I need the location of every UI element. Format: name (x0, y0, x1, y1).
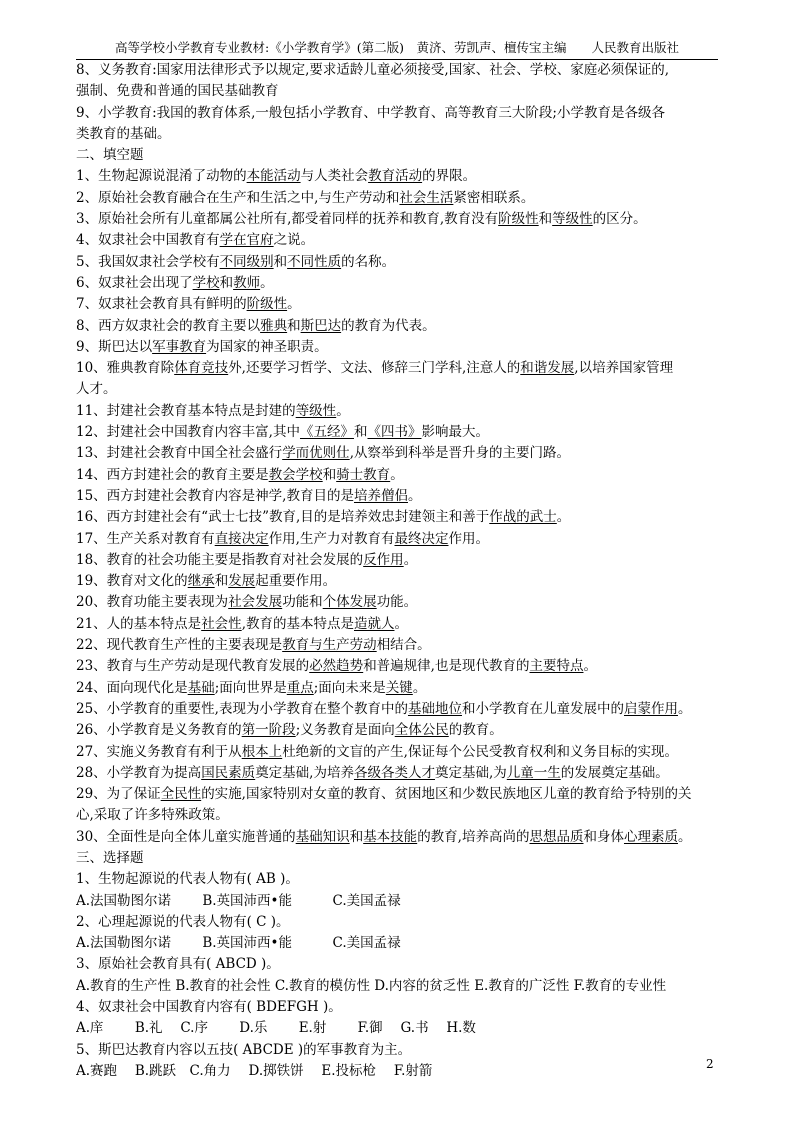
text-line (76, 252, 718, 273)
text-span: 功能和 (282, 594, 323, 611)
text-line (76, 60, 718, 81)
answer-blank: 培养僧侣 (353, 487, 408, 504)
text-span: 的教育。 (448, 722, 503, 739)
text-span: 的教育为代表。 (341, 317, 436, 334)
text-span: 和 (349, 828, 364, 845)
answer-blank: 阶级性 (498, 211, 539, 228)
text-line (76, 230, 718, 251)
text-span: ;面向未来是 (313, 679, 386, 696)
text-line (76, 379, 718, 400)
text-span: 二、填空题 (76, 147, 144, 164)
text-span: 心,采取了许多特殊政策。 (76, 807, 229, 824)
text-line (76, 635, 718, 656)
text-span: 相结合。 (376, 637, 431, 654)
text-span: 的实施,国家特别对女童的教育、贫困地区和少数民族地区儿童的教育给予特别的关 (201, 786, 692, 803)
text-span: 30、全面性是向全体儿童实施普通的 (76, 828, 296, 845)
answer-blank: 雅典 (260, 317, 288, 334)
answer-blank: 造就人 (353, 615, 395, 632)
answer-blank: 骑士教育 (336, 466, 391, 483)
text-span: 2、原始社会教育融合在生产和生活之中,与生产劳动和 (76, 189, 400, 206)
text-span: 之说。 (273, 232, 315, 249)
text-span: 10、雅典教育除 (76, 360, 175, 377)
answer-blank: 各级各类人才 (353, 764, 435, 781)
text-span: 13、封建社会教育中国全社会盛行 (76, 445, 283, 462)
text-span: A.法国勒图尔诺 B.英国沛西•能 C.美国孟禄 (76, 892, 401, 909)
answer-blank: 不同级别 (219, 253, 274, 270)
text-span: ;义务教育是面向 (295, 722, 395, 739)
text-span: 20、教育功能主要表现为 (76, 594, 229, 611)
text-span: ,从察举到科举是晋升身的主要门路。 (349, 445, 570, 462)
answer-blank: 儿童一生 (506, 764, 561, 781)
text-span: 25、小学教育的重要性,表现为小学教育在整个教育中的 (76, 700, 408, 717)
text-span: 。 (556, 509, 571, 526)
text-line (76, 103, 718, 124)
answer-blank: 第一阶段 (241, 722, 296, 739)
text-line (76, 1018, 718, 1039)
text-line (76, 124, 718, 145)
text-line (76, 891, 718, 912)
answer-blank: 全体公民 (394, 722, 449, 739)
text-span: 4、奴隶社会中国教育内容有( BDEFGH )。 (76, 999, 342, 1016)
text-span: 作用。 (448, 530, 489, 547)
answer-blank: 基础 (187, 679, 215, 696)
answer-blank: 社会生活 (399, 189, 454, 206)
text-span: 7、奴隶社会教育具有鲜明的 (76, 296, 247, 313)
text-line (76, 166, 718, 187)
text-span: 。 (407, 487, 422, 504)
text-line (76, 507, 718, 528)
text-line (76, 656, 718, 677)
text-span: 4、奴隶社会中国教育有 (76, 232, 220, 249)
text-span: A.法国勒图尔诺 B.英国沛西•能 C.美国孟禄 (76, 935, 401, 952)
text-span: ;面向世界是 (214, 679, 287, 696)
text-span: 奠定基础,为培养 (255, 764, 354, 781)
text-line (76, 294, 718, 315)
answer-blank: 必然趋势 (309, 658, 364, 675)
answer-blank: 基础知识 (295, 828, 350, 845)
text-line (76, 869, 718, 890)
text-span: 3、原始社会教育具有( ABCD )。 (76, 956, 280, 973)
text-span: 和 (273, 253, 288, 270)
text-span: 和小学教育在儿童发展中的 (461, 700, 624, 717)
text-line (76, 188, 718, 209)
answer-blank: 《四书》 (367, 424, 422, 441)
text-span: 16、西方封建社会有“武士七技”教育,目的是培养效忠封建领主和善于 (76, 509, 490, 526)
text-span: 。 (394, 615, 408, 632)
text-span: 影响最大。 (421, 424, 489, 441)
text-span: 为国家的神圣职责。 (206, 338, 328, 355)
text-line (76, 742, 718, 763)
text-span: 23、教育与生产劳动是现代教育发展的 (76, 658, 310, 675)
text-span: 18、教育的社会功能主要是指教育对社会发展的 (76, 551, 364, 568)
text-span: 6、奴隶社会出现了 (76, 274, 193, 291)
text-line (76, 337, 718, 358)
answer-blank: 本能活动 (246, 168, 301, 185)
text-span: 8、西方奴隶社会的教育主要以 (76, 317, 261, 334)
text-line (76, 976, 718, 997)
answer-blank: 全民性 (160, 786, 202, 803)
text-line (76, 720, 718, 741)
text-line (76, 1061, 718, 1082)
answer-blank: 不同性质 (287, 253, 342, 270)
text-span: 起重要作用。 (255, 573, 337, 590)
text-line (76, 316, 718, 337)
text-span: 22、现代教育生产性的主要表现是 (76, 637, 283, 654)
text-line (76, 422, 718, 443)
text-span: 外,还要学习哲学、文法、修辞三门学科,注意人的 (228, 360, 521, 377)
text-span: 强制、免费和普通的国民基础教育 (76, 83, 279, 100)
answer-blank: 体育竞技 (174, 360, 229, 377)
text-span: A.庠 B.礼 C.序 D.乐 E.射 F.御 G.书 H.数 (76, 1020, 476, 1037)
text-line (76, 912, 718, 933)
text-span: 。 (287, 296, 301, 313)
answer-blank: 根本上 (241, 743, 283, 760)
text-span: 28、小学教育为提高 (76, 764, 202, 781)
text-span: 1、生物起源说混淆了动物的 (76, 168, 247, 185)
text-span: 24、面向现代化是 (76, 679, 188, 696)
answer-blank: 发展 (228, 573, 256, 590)
answer-blank: 最终决定 (394, 530, 449, 547)
answer-blank: 阶级性 (246, 296, 288, 313)
text-span: 1、生物起源说的代表人物有( AB )。 (76, 871, 299, 888)
text-span: 类教育的基础。 (76, 125, 171, 142)
text-span: A.赛跑 B.跳跃 C.角力 D.掷铁饼 E.投标枪 F.射箭 (76, 1062, 433, 1079)
text-span: 5、斯巴达教育内容以五技( ABCDE )的军事教育为主。 (76, 1041, 412, 1058)
answer-blank: 直接决定 (214, 530, 269, 547)
answer-blank: 主要特点 (529, 658, 584, 675)
text-line (76, 443, 718, 464)
text-span: 和 (322, 466, 337, 483)
text-span: 和普遍规律,也是现代教育的 (363, 658, 530, 675)
text-span: 29、为了保证 (76, 786, 161, 803)
text-span: 3、原始社会所有儿童都属公社所有,都受着同样的抚养和教育,教育没有 (76, 211, 499, 228)
text-span: 21、人的基本特点是 (76, 615, 202, 632)
text-span: 。 (412, 679, 427, 696)
text-line (76, 784, 718, 805)
answer-blank: 军事教育 (152, 338, 207, 355)
text-span: 和身体 (583, 828, 624, 845)
text-span: 11、封建社会教育基本特点是封建的 (76, 402, 296, 419)
running-header: 高等学校小学教育专业教材:《小学教育学》(第二版) 黄济、劳凯声、檀传宝主编 人民教育出版社 (76, 38, 718, 60)
answer-blank: 重点 (286, 679, 314, 696)
text-line (76, 827, 718, 848)
answer-blank: 和谐发展 (520, 360, 575, 377)
text-line (76, 954, 718, 975)
text-line (76, 209, 718, 230)
answer-blank: 个体发展 (322, 594, 377, 611)
answer-blank: 教师 (233, 274, 261, 291)
answer-blank: 学校 (192, 274, 220, 291)
text-line (76, 145, 718, 166)
text-span: 。 (677, 700, 692, 717)
text-span: 和 (538, 211, 553, 228)
text-line (76, 358, 718, 379)
text-line (76, 571, 718, 592)
answer-blank: 《五经》 (299, 424, 354, 441)
answer-blank: 反作用 (363, 551, 404, 568)
answer-blank: 继承 (187, 573, 215, 590)
text-span: 和 (214, 573, 229, 590)
answer-blank: 关键 (385, 679, 413, 696)
text-span: 8、义务教育:国家用法律形式予以规定,要求适龄儿童必须接受,国家、社会、学校、家庭必须保证的, (76, 62, 670, 78)
text-line (76, 805, 718, 826)
text-span: 。 (390, 466, 404, 483)
text-span: 。 (403, 551, 418, 568)
answer-blank: 国民素质 (201, 764, 256, 781)
text-span: 奠定基础,为 (434, 764, 507, 781)
text-span: 的界限。 (422, 168, 477, 185)
text-span: 5、我国奴隶社会学校有 (76, 253, 220, 270)
text-span: 的教育,培养高尚的 (417, 828, 530, 845)
text-span: 15、西方封建社会教育内容是神学,教育目的是 (76, 487, 354, 504)
text-line (76, 550, 718, 571)
document-body (76, 60, 718, 1082)
text-span: 9、小学教育:我国的教育体系,一般包括小学教育、中学教育、高等教育三大阶段;小学教育是各级各 (76, 104, 665, 121)
text-line (76, 81, 718, 102)
text-span: 26、小学教育是义务教育的 (76, 722, 242, 739)
text-span: 2、心理起源说的代表人物有( C )。 (76, 913, 290, 930)
text-span: 作用,生产力对教育有 (268, 530, 395, 547)
answer-blank: 学而优则仕 (282, 445, 350, 462)
text-span: 14、西方封建社会的教育主要是 (76, 466, 269, 483)
text-line (76, 465, 718, 486)
text-line (76, 486, 718, 507)
text-span: 和 (287, 317, 301, 334)
answer-blank: 心理素质 (623, 828, 678, 845)
answer-blank: 社会发展 (228, 594, 283, 611)
answer-blank: 启蒙作用 (623, 700, 678, 717)
text-line (76, 529, 718, 550)
text-span: 功能。 (376, 594, 418, 611)
answer-blank: 等级性 (552, 211, 593, 228)
text-span: 。 (336, 402, 350, 419)
text-line (76, 933, 718, 954)
text-line (76, 614, 718, 635)
answer-blank: 教育与生产劳动 (282, 637, 377, 654)
answer-blank: 基础地位 (407, 700, 462, 717)
answer-blank: 等级性 (295, 402, 337, 419)
text-span: 与人类社会 (300, 168, 369, 185)
text-span: 27、实施义务教育有利于从 (76, 743, 242, 760)
text-span: 。 (677, 828, 692, 845)
answer-blank: 社会性 (201, 615, 242, 632)
text-span: 12、封建社会中国教育内容丰富,其中 (76, 424, 300, 441)
text-span: 三、选择题 (76, 849, 144, 866)
text-line (76, 763, 718, 784)
text-span: 和 (353, 424, 368, 441)
text-line (76, 273, 718, 294)
text-span: 。 (260, 274, 274, 291)
answer-blank: 学在官府 (219, 232, 274, 249)
text-span: 杜绝新的文盲的产生,保证每个公民受教育权利和义务目标的实现。 (282, 743, 678, 760)
text-span: 19、教育对文化的 (76, 573, 188, 590)
text-span: 紧密相联系。 (453, 189, 535, 206)
page-number: 2 (706, 1057, 714, 1071)
text-line (76, 678, 718, 699)
answer-blank: 教育活动 (368, 168, 423, 185)
text-line (76, 401, 718, 422)
text-span: 9、斯巴达以 (76, 338, 153, 355)
text-line (76, 848, 718, 869)
text-span: 的发展奠定基础。 (560, 764, 669, 781)
text-line (76, 997, 718, 1018)
text-span: 的区分。 (592, 211, 647, 228)
text-line (76, 699, 718, 720)
text-line (76, 592, 718, 613)
text-span: 。 (583, 658, 597, 675)
text-span: 17、生产关系对教育有 (76, 530, 215, 547)
answer-blank: 教会学校 (268, 466, 323, 483)
answer-blank: 作战的武士 (489, 509, 557, 526)
text-span: ,以培养国家管理 (574, 360, 674, 377)
answer-blank: 思想品质 (529, 828, 584, 845)
text-span: 和 (219, 274, 234, 291)
text-span: ,教育的基本特点是 (241, 615, 354, 632)
text-span: A.教育的生产性 B.教育的社会性 C.教育的模仿性 D.内容的贫乏性 E.教育的广泛性 F.教育的专业性 (76, 977, 667, 994)
text-line (76, 1040, 718, 1061)
text-span: 人才。 (76, 381, 117, 398)
answer-blank: 基本技能 (363, 828, 418, 845)
text-span: 的名称。 (341, 253, 396, 270)
answer-blank: 斯巴达 (300, 317, 342, 334)
